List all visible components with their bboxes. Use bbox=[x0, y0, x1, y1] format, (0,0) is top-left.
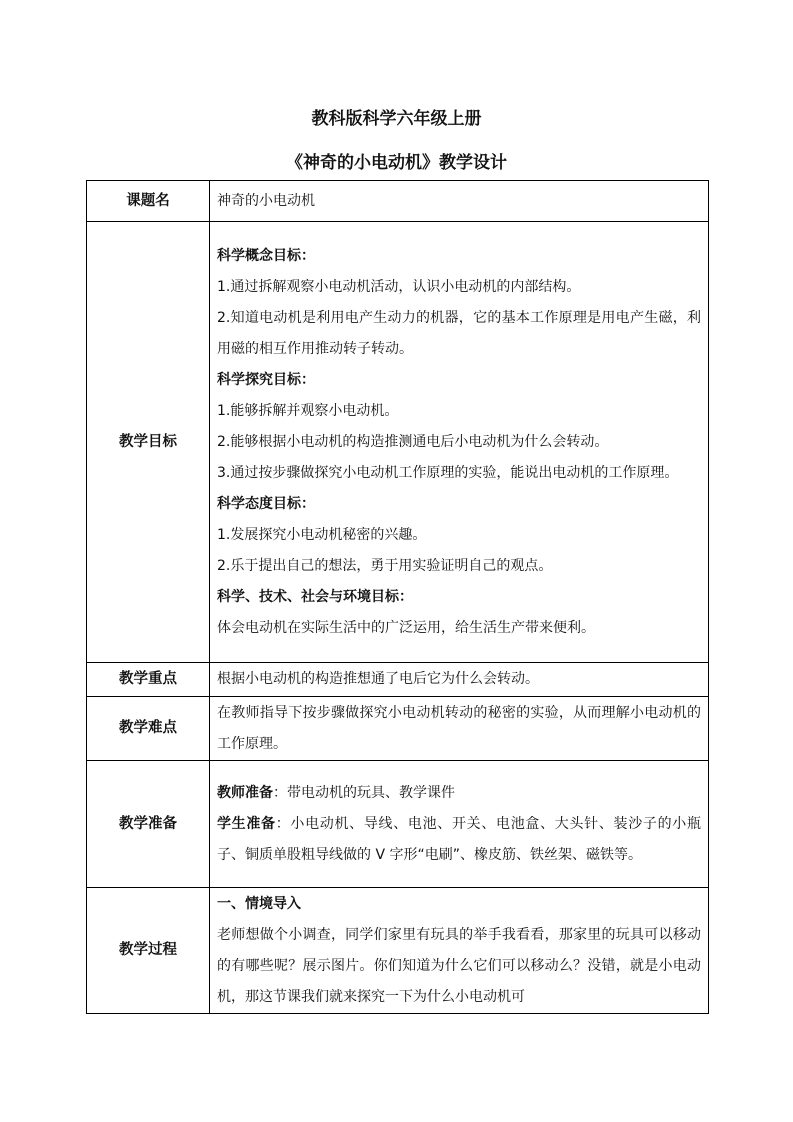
document-subtitle: 《神奇的小电动机》教学设计 bbox=[286, 153, 507, 173]
sts-goal-heading: 科学、技术、社会与环境目标： bbox=[217, 588, 413, 605]
process-text: 老师想做个小调查，同学们家里有玩具的举手我看看，那家里的玩具可以移动的有哪些呢？展示图片。你们知道为什么它们可以移动么？没错，就是小电动机，那这节课我们就来探究一下为什么小电动机可 bbox=[217, 926, 701, 1005]
student-preparation-value: ：小电动机、导线、电池、开关、电池盒、大头针、装沙子的小瓶子、铜质单股粗导线做的 V 字形“电刷”、橡皮筋、铁丝架、磁铁等。 bbox=[217, 815, 701, 863]
row-label-process: 教学过程 bbox=[87, 888, 210, 1014]
attitude-goal-heading: 科学态度目标： bbox=[217, 495, 315, 512]
sts-goal-item: 体会电动机在实际生活中的广泛运用，给生活生产带来便利。 bbox=[217, 619, 595, 636]
goals-content bbox=[210, 222, 709, 663]
row-label-key-point: 教学重点 bbox=[87, 663, 210, 697]
document-title: 教科版科学六年级上册 bbox=[311, 109, 482, 129]
inquiry-goal-item: 3.通过按步骤做探究小电动机工作原理的实验，能说出电动机的工作原理。 bbox=[217, 464, 679, 481]
inquiry-goal-item: 1.能够拆解并观察小电动机。 bbox=[217, 402, 399, 419]
concept-goal-item: 2.知道电动机是利用电产生动力的机器，它的基本工作原理是用电产生磁，利用磁的相互作用推动转子转动。 bbox=[217, 309, 701, 357]
row-label-goals: 教学目标 bbox=[87, 222, 210, 663]
preparation-content bbox=[210, 761, 709, 888]
student-preparation-label: 学生准备 bbox=[217, 815, 276, 832]
concept-goal-heading: 科学概念目标： bbox=[217, 247, 315, 264]
teacher-preparation-label: 教师准备 bbox=[217, 784, 273, 801]
teacher-preparation-value: ：带电动机的玩具、教学课件 bbox=[273, 784, 455, 801]
inquiry-goal-item: 2.能够根据小电动机的构造推测通电后小电动机为什么会转动。 bbox=[217, 433, 609, 450]
attitude-goal-item: 1.发展探究小电动机秘密的兴趣。 bbox=[217, 526, 427, 543]
inquiry-goal-heading: 科学探究目标： bbox=[217, 371, 315, 388]
process-content bbox=[210, 888, 709, 1014]
row-label-preparation: 教学准备 bbox=[87, 761, 210, 888]
table-row-goals bbox=[87, 222, 709, 663]
table-row-preparation bbox=[87, 761, 709, 888]
teacher-preparation bbox=[217, 778, 701, 809]
attitude-goal-item: 2.乐于提出自己的想法，勇于用实验证明自己的观点。 bbox=[217, 557, 553, 574]
row-label-difficulty: 教学难点 bbox=[87, 697, 210, 761]
table-row-difficulty bbox=[87, 697, 709, 761]
topic-value: 神奇的小电动机 bbox=[210, 181, 709, 222]
table-row-process bbox=[87, 888, 709, 1014]
concept-goal-item: 1.通过拆解观察小电动机活动，认识小电动机的内部结构。 bbox=[217, 278, 581, 295]
table-row-key-point bbox=[87, 663, 709, 697]
lesson-plan-table bbox=[86, 180, 709, 1014]
process-section-heading: 一、情境导入 bbox=[217, 895, 301, 912]
key-point-value: 根据小电动机的构造推想通了电后它为什么会转动。 bbox=[210, 663, 709, 697]
difficulty-value: 在教师指导下按步骤做探究小电动机转动的秘密的实验，从而理解小电动机的工作原理。 bbox=[210, 697, 709, 761]
student-preparation bbox=[217, 809, 701, 871]
table-row-topic bbox=[87, 181, 709, 222]
row-label-topic: 课题名 bbox=[87, 181, 210, 222]
